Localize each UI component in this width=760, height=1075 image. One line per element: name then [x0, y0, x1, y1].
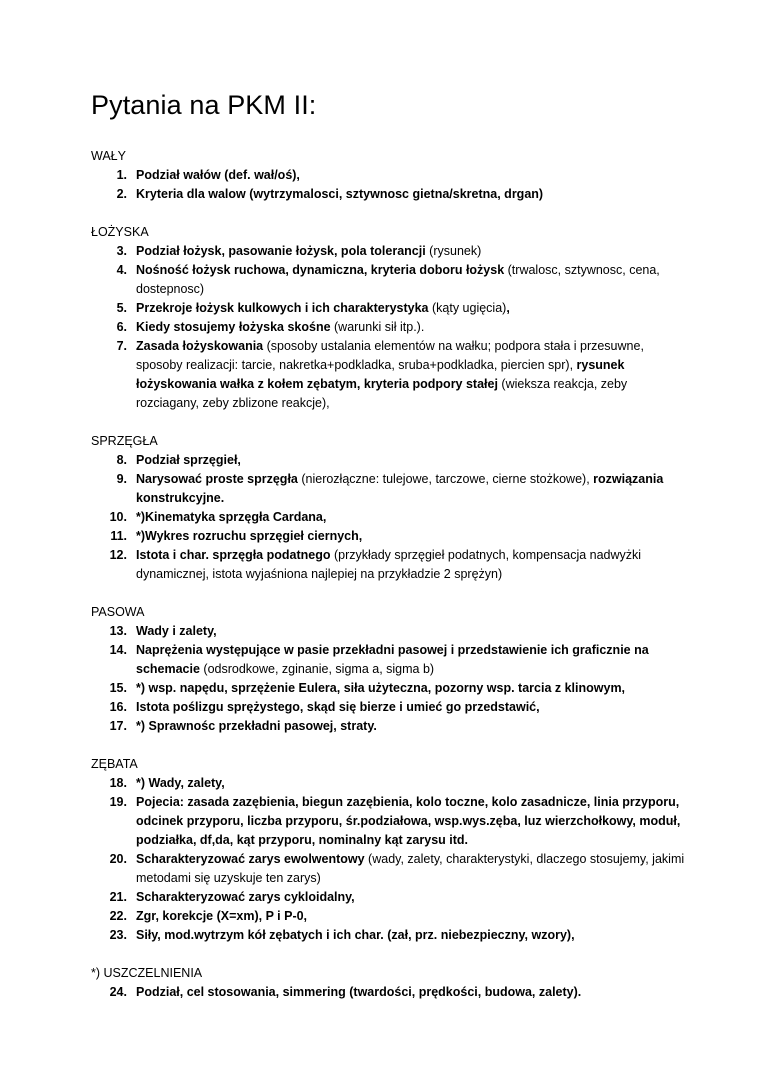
question-number: 19.	[109, 795, 127, 809]
question-sections	[91, 147, 691, 1021]
question-item	[91, 774, 691, 793]
question-number: 11.	[110, 529, 127, 543]
question-number: 20.	[109, 852, 127, 866]
question-number: 7.	[116, 339, 127, 353]
question-item	[91, 983, 691, 1002]
question-list	[91, 451, 691, 584]
question-item	[91, 242, 691, 261]
question-text-bold: rozwiązania konstrukcyjne.	[136, 472, 664, 505]
question-item	[91, 926, 691, 945]
question-text-bold: rysunek łożyskowania wałka z kołem zębatym, kryteria podpory stałej	[136, 358, 625, 391]
question-text-bold: Scharakteryzować zarys cykloidalny,	[136, 890, 355, 904]
question-text-bold: Siły, mod.wytrzym kół zębatych i ich char. (zał, prz. niebezpieczny, wzory),	[136, 928, 575, 942]
question-list	[91, 983, 691, 1002]
question-item	[91, 508, 691, 527]
question-text-bold: Naprężenia występujące w pasie przekładni pasowej i przedstawienie ich graficznie na schemacie	[136, 643, 649, 676]
question-number: 13.	[109, 624, 127, 638]
section	[91, 432, 691, 584]
question-text-bold: Kiedy stosujemy łożyska skośne	[136, 320, 331, 334]
question-number: 17.	[109, 719, 127, 733]
question-text-bold: Narysować proste sprzęgła	[136, 472, 298, 486]
question-item	[91, 698, 691, 717]
question-number: 22.	[109, 909, 127, 923]
question-text-bold: *) wsp. napędu, sprzężenie Eulera, siła użyteczna, pozorny wsp. tarcia z klinowym,	[136, 681, 626, 695]
question-number: 18.	[109, 776, 127, 790]
section	[91, 964, 691, 1002]
section-heading: ŁOŻYSKA	[91, 225, 149, 239]
question-text-bold: Zasada łożyskowania	[136, 339, 264, 353]
question-item	[91, 261, 691, 299]
question-text-bold: Podział wałów (def. wał/oś),	[136, 168, 300, 182]
question-number: 15.	[109, 681, 127, 695]
section-heading: SPRZĘGŁA	[91, 434, 158, 448]
question-number: 2.	[116, 187, 127, 201]
question-item	[91, 299, 691, 318]
question-list	[91, 166, 691, 204]
section	[91, 755, 691, 945]
question-text: (przykłady sprzęgieł podatnych, kompensacja nadwyżki dynamicznej, istota wyjaśniona najlepiej na przykładzie 2 sprężyn)	[136, 548, 642, 581]
question-text-bold: *) Wady, zalety,	[136, 776, 225, 790]
question-item	[91, 793, 691, 850]
question-item	[91, 850, 691, 888]
question-number: 16.	[109, 700, 127, 714]
question-text: (sposoby ustalania elementów na wałku; podpora stała i przesuwne, sposoby realizacji: tarcie, nakretka+podkladka, sruba+podkladka, piercien spr),	[136, 339, 644, 372]
section-heading: WAŁY	[91, 149, 126, 163]
section	[91, 147, 691, 204]
question-number: 12.	[109, 548, 127, 562]
question-text-bold: Scharakteryzować zarys ewolwentowy	[136, 852, 365, 866]
question-number: 21.	[109, 890, 127, 904]
question-item	[91, 717, 691, 736]
question-text-bold: Przekroje łożysk kulkowych i ich charakterystyka	[136, 301, 429, 315]
question-number: 10.	[109, 510, 127, 524]
question-text-bold: *)Wykres rozruchu sprzęgieł ciernych,	[136, 529, 363, 543]
question-list	[91, 774, 691, 945]
question-item	[91, 527, 691, 546]
page-title: Pytania na PKM II:	[91, 90, 317, 120]
question-text: (trwalosc, sztywnosc, cena, dostepnosc)	[136, 263, 660, 296]
question-text: (odsrodkowe, zginanie, sigma a, sigma b)	[199, 662, 435, 676]
question-item	[91, 641, 691, 679]
question-list	[91, 622, 691, 736]
question-item	[91, 907, 691, 926]
question-number: 3.	[116, 244, 127, 258]
question-text-bold: *) Sprawnośc przekładni pasowej, straty.	[136, 719, 377, 733]
question-item	[91, 166, 691, 185]
question-text-bold: Wady i zalety,	[136, 624, 217, 638]
question-item	[91, 622, 691, 641]
question-number: 1.	[116, 168, 127, 182]
question-text-bold: Pojecia: zasada zazębienia, biegun zazębienia, kolo toczne, kolo zasadnicze, linia przyporu, odcinek przyporu, liczba przyporu, śr.podziałowa, wsp.wys.zęba, luz wierzchołkowy, moduł, podziałka, df,da, kąt przyporu, nominalny kąt zarysu itd.	[136, 795, 681, 847]
question-text-bold: Podział, cel stosowania, simmering (twardości, prędkości, budowa, zalety).	[136, 985, 582, 999]
question-item	[91, 679, 691, 698]
question-text: (kąty ugięcia)	[428, 301, 507, 315]
question-item	[91, 546, 691, 584]
question-text-bold: Istota poślizgu sprężystego, skąd się bierze i umieć go przedstawić,	[136, 700, 540, 714]
question-item	[91, 337, 691, 413]
question-text-bold: Zgr, korekcje (X=xm), P i P-0,	[136, 909, 308, 923]
question-item	[91, 185, 691, 204]
section	[91, 223, 691, 413]
question-text: (wady, zalety, charakterystyki, dlaczego stosujemy, jakimi metodami się uzyskuje ten zarys)	[136, 852, 685, 885]
question-text: (warunki sił itp.).	[330, 320, 425, 334]
question-text: (nierozłączne: tulejowe, tarczowe, cierne stożkowe),	[297, 472, 594, 486]
question-number: 14.	[109, 643, 127, 657]
question-number: 23.	[109, 928, 127, 942]
question-number: 6.	[116, 320, 127, 334]
question-text-bold: Istota i char. sprzęgła podatnego	[136, 548, 331, 562]
question-text: (rysunek)	[425, 244, 482, 258]
question-item	[91, 451, 691, 470]
question-text-bold: Nośność łożysk ruchowa, dynamiczna, kryteria doboru łożysk	[136, 263, 505, 277]
question-item	[91, 888, 691, 907]
question-item	[91, 318, 691, 337]
question-text-bold: Kryteria dla walow (wytrzymalosci, sztywnosc gietna/skretna, drgan)	[136, 187, 544, 201]
question-number: 8.	[116, 453, 127, 467]
question-item	[91, 470, 691, 508]
section-heading: *) USZCZELNIENIA	[91, 966, 203, 980]
question-number: 24.	[109, 985, 127, 999]
question-list	[91, 242, 691, 413]
question-number: 5.	[116, 301, 127, 315]
question-text-bold: Podział sprzęgieł,	[136, 453, 241, 467]
section-heading: ZĘBATA	[91, 757, 138, 771]
section-heading: PASOWA	[91, 605, 145, 619]
question-text-bold: *)Kinematyka sprzęgła Cardana,	[136, 510, 327, 524]
question-text-bold: Podział łożysk, pasowanie łożysk, pola tolerancji	[136, 244, 426, 258]
question-text: (wieksza reakcja, zeby rozciagany, zeby zblizone reakcje),	[136, 377, 628, 410]
section	[91, 603, 691, 736]
question-number: 9.	[116, 472, 127, 486]
question-text-bold: ,	[506, 301, 510, 315]
question-number: 4.	[116, 263, 127, 277]
